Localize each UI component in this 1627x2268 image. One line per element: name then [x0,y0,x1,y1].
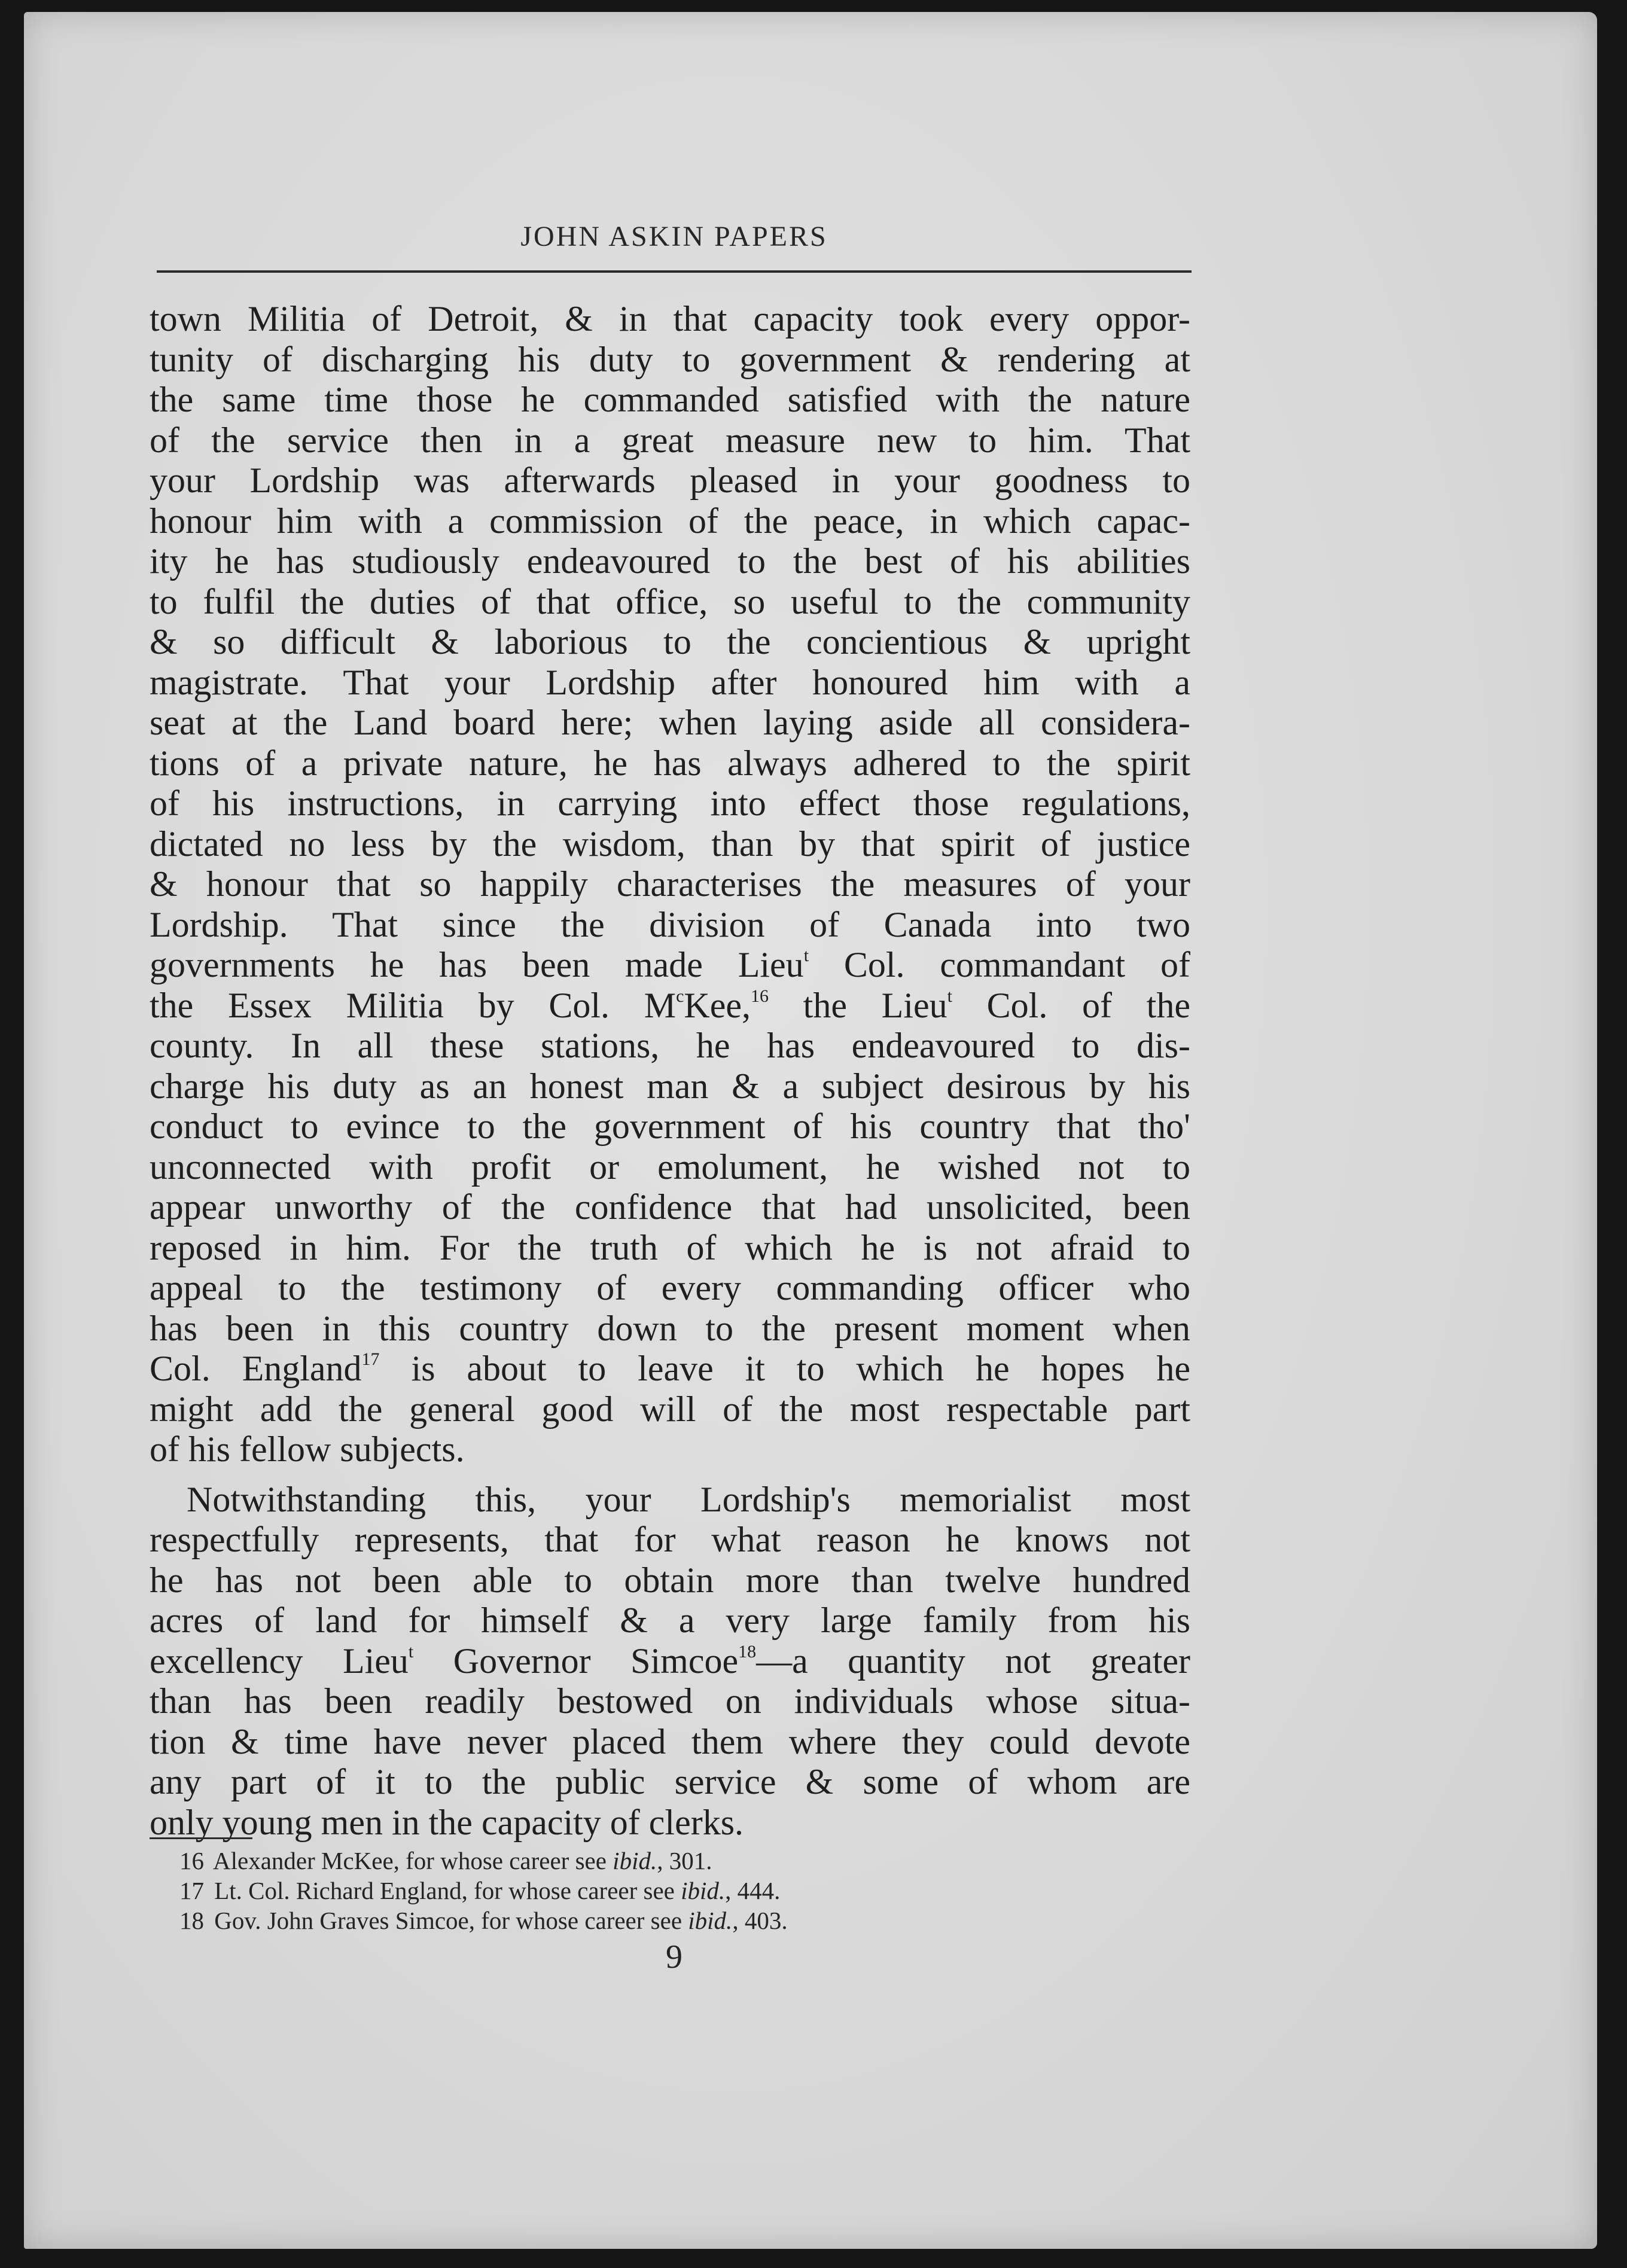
text-line: honour him with a commission of the peace, in which capac- [150,501,1190,541]
text-line: to fulfil the duties of that office, so useful to the community [150,581,1190,621]
text-line: tunity of discharging his duty to government & rendering at [150,339,1190,379]
text-line: excellency Lieu$^t$ Governor Simcoe$^{18}$—a quantity not greater [150,1641,1190,1681]
superscript-abbrev: c [676,986,684,1006]
text-line: of his fellow subjects. [150,1429,465,1469]
paragraph-2 [150,1480,1190,1843]
text-line: dictated no less by the wisdom, than by that spirit of justice [150,824,1190,864]
text-line: the Essex Militia by Col. $M^cKee,^{16}$ the Lieu$^t$ Col. of the [150,985,1190,1025]
text-line: Lordship. That since the division of Canada into two [150,904,1190,944]
superscript-abbrev: t [408,1641,414,1662]
footnote-number: 18 [179,1907,204,1934]
footnote-ref-17[interactable]: 17 [361,1349,380,1369]
text-line: the same time those he commanded satisfied with the nature [150,380,1190,419]
body-text [150,299,1190,1843]
text-line: has been in this country down to the present moment when [150,1308,1190,1348]
text-line: & honour that so happily characterises the measures of your [150,864,1190,904]
text-line: unconnected with profit or emolument, he wished not to [150,1147,1190,1187]
footnote-16: 16 Alexander McKee, for whose career see ibid., 301. [179,1847,712,1874]
text-line: he has not been able to obtain more than twelve hundred [150,1560,1190,1600]
text-line: than has been readily bestowed on individuals whose situa- [150,1681,1190,1721]
text-line: of his instructions, in carrying into effect those regulations, [150,784,1190,823]
text-line: might add the general good will of the most respectable part [150,1389,1190,1429]
paragraph-1 [150,299,1190,1470]
text-line: town Militia of Detroit, & in that capacity took every oppor- [150,299,1190,339]
page-number: 9 [666,1938,683,1976]
text-line: tions of a private nature, he has always adhered to the spirit [150,743,1190,783]
footnotes [179,1846,1184,1935]
text-line: reposed in him. For the truth of which he is not afraid to [150,1227,1190,1267]
text-line: conduct to evince to the government of his country that tho' [150,1106,1190,1146]
header-rule [157,270,1192,273]
footnote-rule [150,1837,252,1839]
text-line: governments he has been made Lieu$^t$ Col. commandant of [150,945,1190,984]
footnote-ref-18[interactable]: 18 [738,1641,757,1662]
footnote-number: 17 [179,1877,204,1904]
text-line: acres of land for himself & a very large family from his [150,1601,1190,1640]
footnote-ref-16[interactable]: 16 [751,986,769,1006]
superscript-abbrev: t [803,946,809,965]
running-head: JOHN ASKIN PAPERS [520,221,828,252]
text-line: ity he has studiously endeavoured to the best of his abilities [150,541,1190,581]
text-line: magistrate. That your Lordship after honoured him with a [150,662,1190,702]
text-line: appeal to the testimony of every commanding officer who [150,1268,1190,1307]
footnote-number: 16 [179,1847,204,1874]
text-line: & so difficult & laborious to the concientious & upright [150,622,1190,662]
text-line: your Lordship was afterwards pleased in your goodness to [150,461,1190,500]
text-line: county. In all these stations, he has endeavoured to dis- [150,1026,1190,1065]
text-line: tion & time have never placed them where they could devote [150,1721,1190,1761]
text-line: only young men in the capacity of clerks. [150,1802,744,1842]
text-line: charge his duty as an honest man & a subject desirous by his [150,1066,1190,1106]
text-line: seat at the Land board here; when laying aside all considera- [150,703,1190,742]
text-line: any part of it to the public service & some of whom are [150,1762,1190,1801]
footnote-18: 18 Gov. John Graves Simcoe, for whose career see ibid., 403. [179,1907,788,1934]
text-line: of the service then in a great measure new to him. That [150,420,1190,460]
footnote-17: 17 Lt. Col. Richard England, for whose career see ibid., 444. [179,1877,781,1904]
text-line: Notwithstanding this, your Lordship's memorialist most [187,1479,1190,1519]
superscript-abbrev: t [947,986,952,1006]
text-line: appear unworthy of the confidence that had unsolicited, been [150,1187,1190,1227]
text-line: Col. England$^{17}$ is about to leave it to which he hopes he [150,1349,1191,1388]
text-line: respectfully represents, that for what reason he knows not [150,1520,1190,1559]
